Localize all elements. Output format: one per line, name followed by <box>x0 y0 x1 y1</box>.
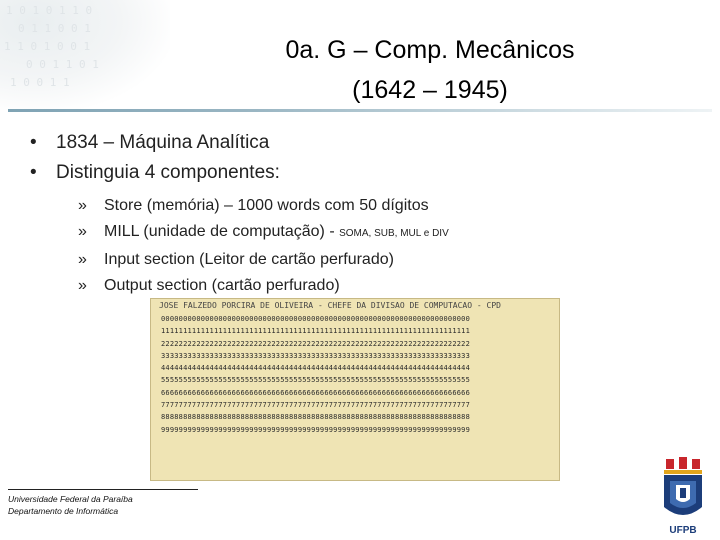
punched-card-row: 9999999999999999999999999999999999999999999999999999999999999999999999 <box>161 425 471 434</box>
punched-card-row: 5555555555555555555555555555555555555555555555555555555555555555555555 <box>161 376 471 385</box>
punched-card-row: 0000000000000000000000000000000000000000000000000000000000000000000000 <box>161 315 471 323</box>
sub-bullet-list <box>78 193 449 299</box>
ufpb-logo <box>658 455 708 539</box>
slide-title <box>150 30 710 110</box>
main-bullet-list <box>30 128 280 188</box>
sub-bullet-item <box>78 193 449 219</box>
sub-bullet-text: Output section (cartão perfurado) <box>104 277 340 294</box>
ufpb-logo-text: UFPB <box>669 525 697 536</box>
sub-bullet-item <box>78 247 449 273</box>
corner-decoration: 1 0 1 0 1 1 0 0 1 1 0 0 1 1 1 0 1 0 0 1 0 0 1 1 0 1 1 0 0 1 1 <box>0 0 170 110</box>
punched-card-row: 1111111111111111111111111111111111111111111111111111111111111111111111 <box>161 327 471 336</box>
punched-card-row: 4444444444444444444444444444444444444444444444444444444444444444444444 <box>161 364 471 373</box>
sub-bullet-note: SOMA, SUB, MUL e DIV <box>339 228 449 239</box>
sub-bullet-item <box>78 219 449 247</box>
ufpb-crest-icon <box>658 455 708 525</box>
punched-card-row: 3333333333333333333333333333333333333333333333333333333333333333333333 <box>161 351 471 360</box>
sub-bullet-text: Input section (Leitor de cartão perfurado) <box>104 251 394 268</box>
sub-bullet-text: Store (memória) – 1000 words com 50 dígitos <box>104 197 429 214</box>
punched-card-row: 2222222222222222222222222222222222222222222222222222222222222222222222 <box>161 339 471 348</box>
slide-title-line-1: 0a. G – Comp. Mecânicos <box>285 36 575 64</box>
bullet-item: • Distinguia 4 componentes: <box>30 158 280 188</box>
footer-department: Departamento de Informática <box>8 506 119 516</box>
sub-bullet-text: MILL (unidade de computação) - <box>104 223 340 240</box>
punched-card-row: 7777777777777777777777777777777777777777777777777777777777777777777777 <box>161 401 471 410</box>
title-separator <box>8 109 712 112</box>
punched-card-row: 8888888888888888888888888888888888888888888888888888888888888888888888 <box>161 413 471 422</box>
slide-title-line-2: (1642 – 1945) <box>352 76 508 104</box>
sub-bullet-item <box>78 273 449 299</box>
punched-card-image <box>150 298 560 481</box>
bullet-item: • 1834 – Máquina Analítica <box>30 128 280 158</box>
footer-university: Universidade Federal da Paraíba <box>8 494 133 504</box>
punched-card-header: JOSE FALZEDO PORCIRA DE OLIVEIRA - CHEFE DA DIVISAO DE COMPUTACAO - CPD <box>159 301 501 310</box>
footer-institution <box>8 489 198 517</box>
punched-card-row: 6666666666666666666666666666666666666666666666666666666666666666666666 <box>161 388 471 397</box>
punched-card-rows <box>161 313 553 436</box>
